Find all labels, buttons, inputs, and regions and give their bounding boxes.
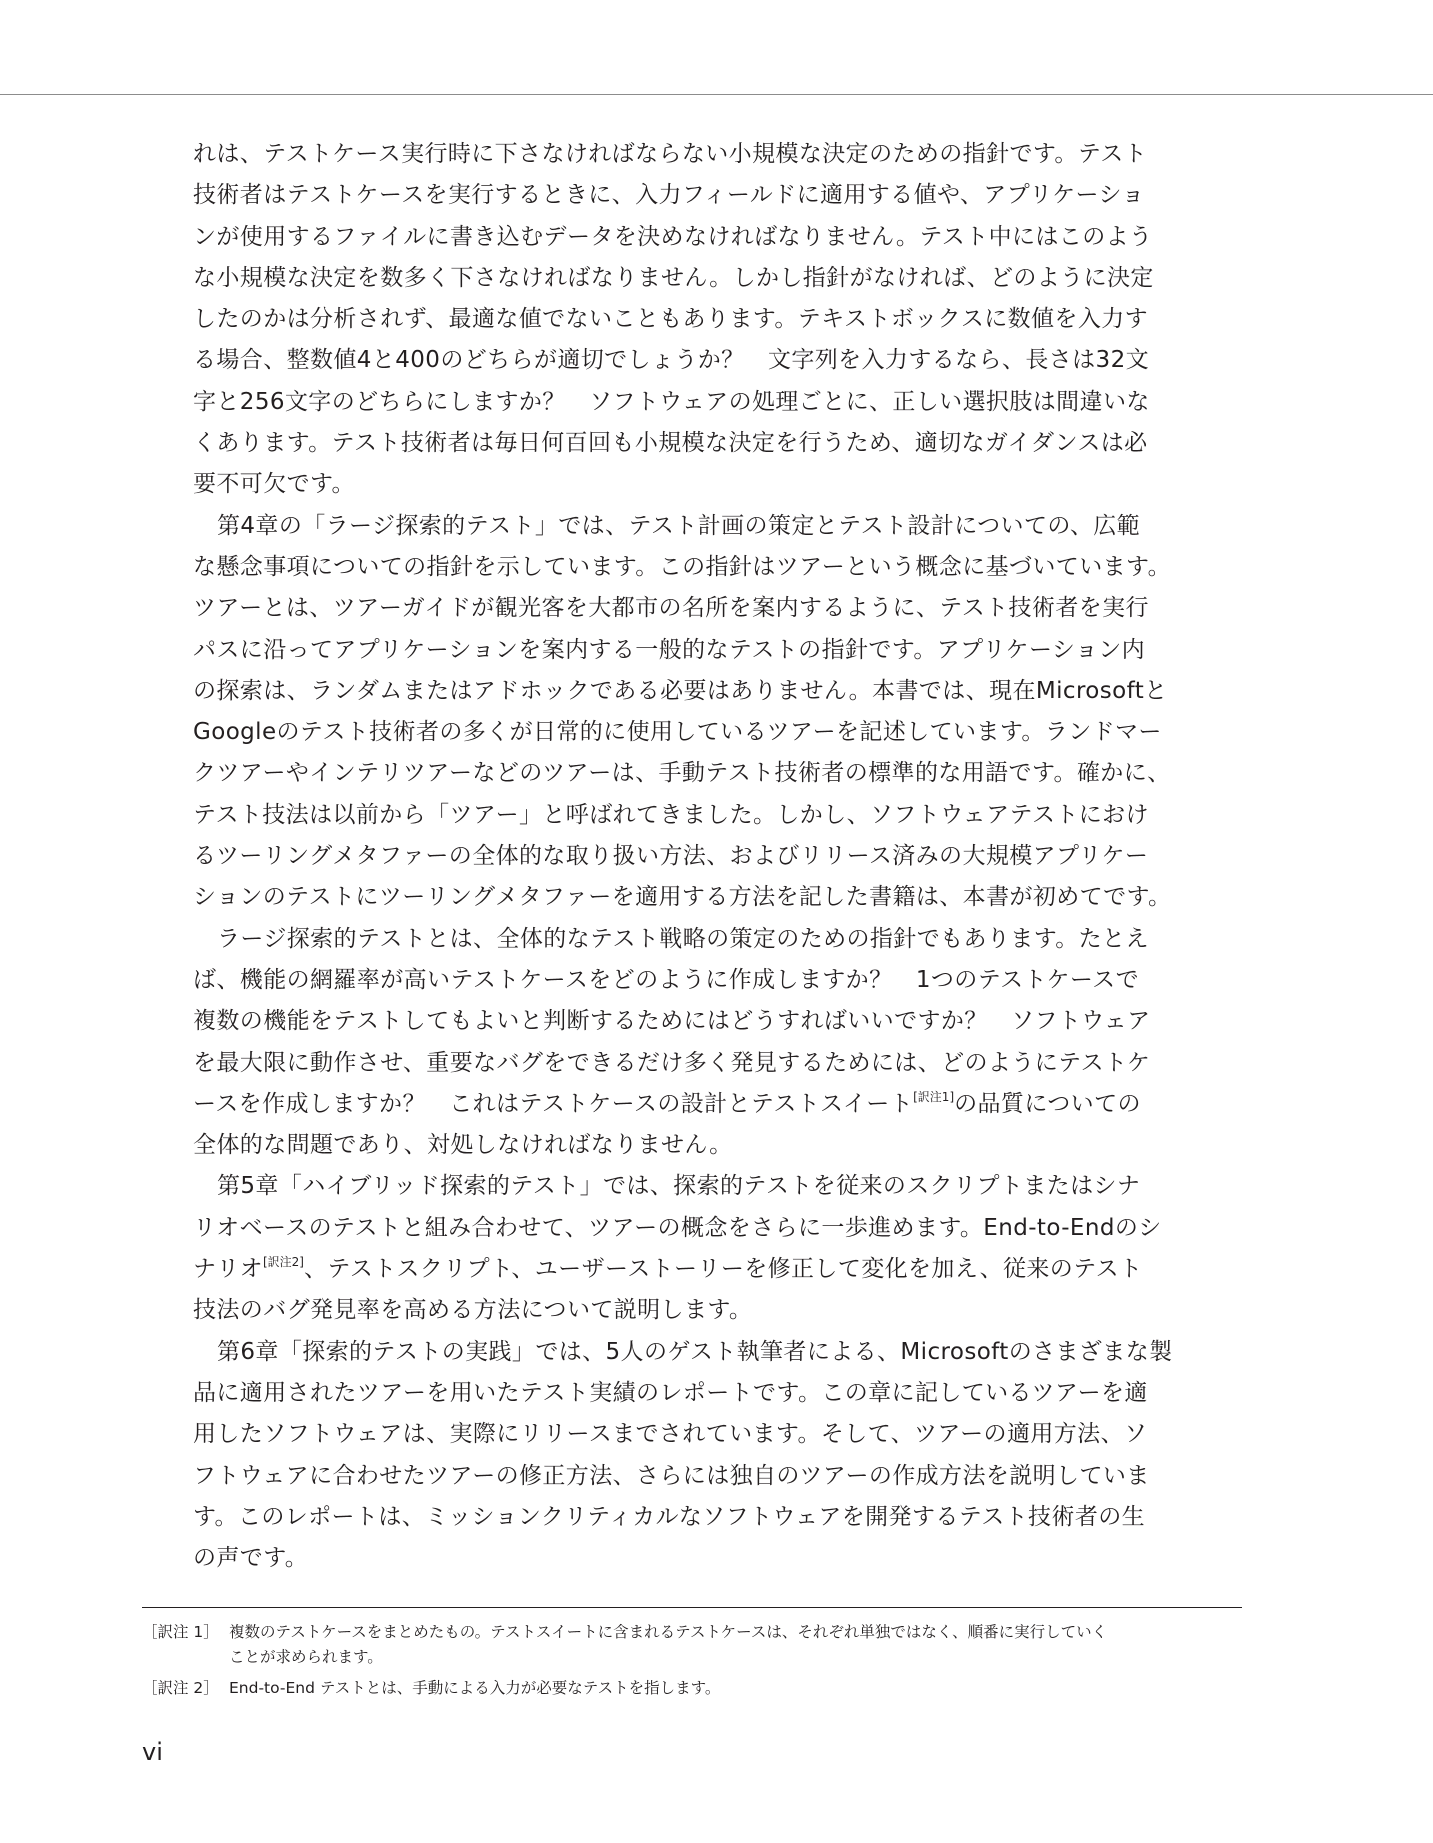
paragraph-line: 第6章「探索的テストの実践」では、5人のゲスト執筆者による、Microsoftのさまざまな製 bbox=[217, 1338, 1173, 1365]
paragraph-line: 第5章「ハイブリッド探索的テスト」では、探索的テストを従来のスクリプトまたはシナ bbox=[217, 1173, 1141, 1200]
paragraph-line: ツアーとは、ツアーガイドが観光客を大都市の名所を案内するように、テスト技術者を実行 bbox=[193, 595, 1149, 622]
footnote bbox=[142, 1676, 1252, 1701]
paragraph-line: ションのテストにツーリングメタファーを適用する方法を記した書籍は、本書が初めてです。 bbox=[193, 884, 1172, 911]
footnote-label: ［訳注 2］ bbox=[142, 1679, 219, 1697]
paragraph-line: Googleのテスト技術者の多くが日常的に使用しているツアーを記述しています。ランドマー bbox=[193, 719, 1162, 746]
footnote-rule bbox=[142, 1607, 1242, 1608]
paragraph-line: くあります。テスト技術者は毎日何百回も小規模な決定を行うため、適切なガイダンスは必 bbox=[193, 430, 1148, 457]
footnote-label: ［訳注 1］ bbox=[142, 1623, 219, 1641]
paragraph-line: るツーリングメタファーの全体的な取り扱い方法、およびリリース済みの大規模アプリケー bbox=[193, 843, 1149, 870]
paragraph-line: な懸念事項についての指針を示しています。この指針はツアーという概念に基づいています。 bbox=[193, 553, 1171, 580]
paragraph-line: な小規模な決定を数多く下さなければなりません。しかし指針がなければ、どのように決定 bbox=[193, 264, 1154, 291]
paragraph-line: テスト技法は以前から「ツアー」と呼ばれてきました。しかし、ソフトウェアテストにおけ bbox=[193, 801, 1149, 828]
paragraph-line: フトウェアに合わせたツアーの修正方法、さらには独自のツアーの作成方法を説明していま bbox=[193, 1462, 1150, 1489]
text-segment: ナリオ bbox=[193, 1256, 263, 1283]
paragraph-line: 技術者はテストケースを実行するときに、入力フィールドに適用する値や、アプリケーショ bbox=[193, 182, 1145, 209]
translator-note-ref: [訳注2] bbox=[262, 1255, 304, 1270]
paragraph-line: パスに沿ってアプリケーションを案内する一般的なテストの指針です。アプリケーション内 bbox=[193, 636, 1146, 663]
text-segment: 、テストスクリプト、ユーザーストーリーを修正して変化を加え、従来のテスト bbox=[303, 1256, 1143, 1283]
paragraph-line: の声です。 bbox=[193, 1545, 309, 1572]
paragraph-line: したのかは分析されず、最適な値でないこともあります。テキストボックスに数値を入力す bbox=[193, 306, 1149, 333]
footnotes bbox=[142, 1620, 1252, 1707]
paragraph-line bbox=[193, 1249, 1255, 1290]
text-segment: ースを作成しますか？ これはテストケースの設計とテストスイート bbox=[193, 1090, 914, 1117]
paragraph-line: ば、機能の網羅率が高いテストケースをどのように作成しますか？ 1つのテストケースで bbox=[193, 966, 1139, 993]
paragraph-line: す。このレポートは、ミッションクリティカルなソフトウェアを開発するテスト技術者の生 bbox=[193, 1503, 1146, 1530]
paragraph-line: ラージ探索的テストとは、全体的なテスト戦略の策定のための指針でもあります。たとえ bbox=[217, 925, 1149, 952]
paragraph-line: 字と256文字のどちらにしますか？ ソフトウェアの処理ごとに、正しい選択肢は間違いな bbox=[193, 388, 1150, 415]
paragraph-line: 用したソフトウェアは、実際にリリースまでされています。そして、ツアーの適用方法、ソ bbox=[193, 1421, 1148, 1448]
paragraph-line bbox=[193, 1084, 1255, 1125]
paragraph-line: 全体的な問題であり、対処しなければなりません。 bbox=[193, 1132, 733, 1159]
text-segment: の品質についての bbox=[954, 1090, 1141, 1117]
paragraph-line: 要不可欠です。 bbox=[193, 471, 355, 498]
body-text bbox=[193, 134, 1255, 1579]
header-rule bbox=[0, 94, 1433, 95]
footnote-text: End-to-End テストとは、手動による入力が必要なテストを指します。 bbox=[229, 1679, 721, 1697]
paragraph-line: れは、テストケース実行時に下さなければならない小規模な決定のための指針です。テスト bbox=[193, 141, 1148, 167]
page-number: vi bbox=[142, 1738, 163, 1766]
translator-note-ref: [訳注1] bbox=[913, 1089, 955, 1104]
paragraph-line: を最大限に動作させ、重要なバグをできるだけ多く発見するためには、どのようにテストケ bbox=[193, 1049, 1151, 1076]
footnote-text: ことが求められます。 bbox=[229, 1648, 383, 1666]
footnote-text: 複数のテストケースをまとめたもの。テストスイートに含まれるテストケースは、それぞれ単独ではなく、順番に実行していく bbox=[229, 1623, 1108, 1641]
paragraph-line: る場合、整数値4と400のどちらが適切でしょうか？ 文字列を入力するなら、長さは32文 bbox=[193, 347, 1149, 374]
paragraph-line: の探索は、ランダムまたはアドホックである必要はありません。本書では、現在Microsoftと bbox=[193, 677, 1168, 704]
footnote bbox=[142, 1620, 1252, 1670]
paragraph-line: 技法のバグ発見率を高める方法について説明します。 bbox=[193, 1297, 753, 1324]
paragraph-line: 第4章の「ラージ探索的テスト」では、テスト計画の策定とテスト設計についての、広範 bbox=[217, 512, 1141, 539]
paragraph-line: 複数の機能をテストしてもよいと判断するためにはどうすればいいですか？ ソフトウェア bbox=[193, 1008, 1151, 1035]
paragraph-line: 品に適用されたツアーを用いたテスト実績のレポートです。この章に記しているツアーを適 bbox=[193, 1379, 1148, 1406]
paragraph-line: ンが使用するファイルに書き込むデータを決めなければなりません。テスト中にはこのよう bbox=[193, 223, 1153, 250]
paragraph-line: クツアーやインテリツアーなどのツアーは、手動テスト技術者の標準的な用語です。確かに、 bbox=[193, 760, 1171, 787]
paragraph-line: リオベースのテストと組み合わせて、ツアーの概念をさらに一歩進めます。End-to-Endのシ bbox=[193, 1214, 1162, 1241]
